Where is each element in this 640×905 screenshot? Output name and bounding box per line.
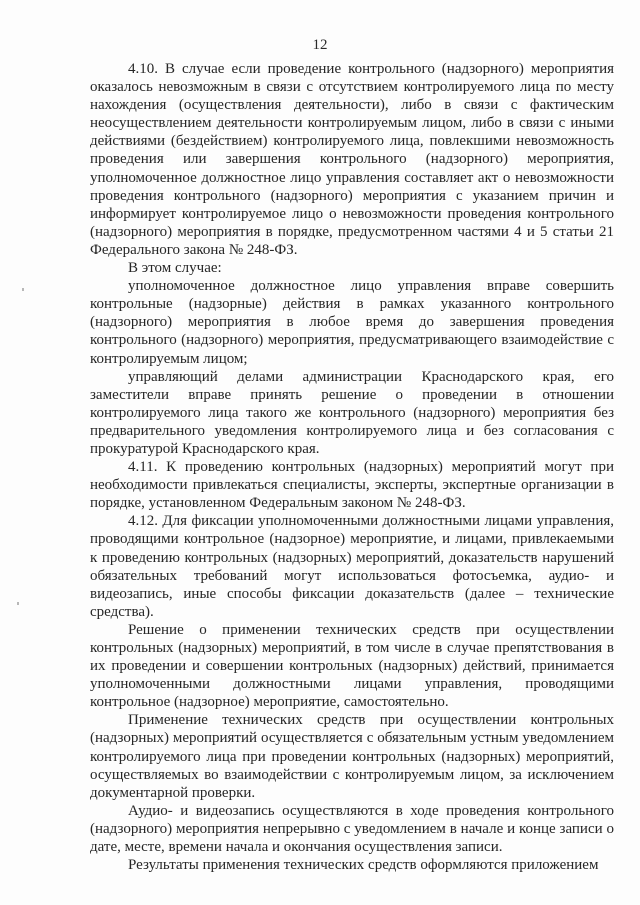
document-body bbox=[90, 60, 614, 874]
paragraph-inspector-rights: уполномоченное должностное лицо управления вправе совершить контрольные (надзорные) действия в рамках указанного контрольного (надзорного) мероприятия в любое время до завершения проведения контрольного (надзорного) мероприятия, предусматривающего взаимодействие с контролируемым лицом; bbox=[90, 278, 614, 367]
paragraph-in-this-case: В этом случае: bbox=[128, 260, 222, 277]
scan-speck bbox=[22, 288, 24, 291]
paragraph-4-10: 4.10. В случае если проведение контрольного (надзорного) мероприятия оказалось невозможным в связи с отсутствием контролируемого лица по месту нахождения (осуществления деятельности), либо в связи с фактическим неосуществлением деятельности контролируемым лицом, либо в связи с иными действиями (бездействием) контролируемого лица, повлекшими невозможность проведения или завершения контрольного (надзорного) мероприятия, уполномоченное должностное лицо управления составляет акт о невозможности проведения контрольного (надзорного) мероприятия с указанием причин и информирует контролируемое лицо о невозможности проведения контрольного (надзорного) мероприятия в порядке, предусмотренном частями 4 и 5 статьи 21 Федерального закона № 248-ФЗ. bbox=[90, 61, 614, 258]
paragraph-technical-means-decision: Решение о применении технических средств при осуществлении контрольных (надзорных) мероприятий, в том числе в случае препятствования в их проведении и совершении контрольных (надзорных) действий, принимается уполномоченными должностными лицами управления, проводящими контрольное (надзорное) мероприятие, самостоятельно. bbox=[90, 621, 614, 711]
paragraph-4-12: 4.12. Для фиксации уполномоченными должностными лицами управления, проводящими контрольное (надзорное) мероприятие, и лицами, привлекаемыми к проведению контрольных (надзорных) мероприятий, доказательств нарушений обязательных требований могут использоваться фотосъемка, аудио- и видеозапись, иные способы фиксации доказательств (далее – технические средства). bbox=[90, 513, 614, 620]
page-number: 12 bbox=[312, 37, 328, 53]
paragraph-technical-means-notice: Применение технических средств при осуществлении контрольных (надзорных) мероприятий осуществляется с обязательным устным уведомлением контролируемого лица при проведении контрольных (надзорных) мероприятий, осуществляемых во взаимодействии с контролируемым лицом, за исключением документарной проверки. bbox=[90, 712, 614, 801]
paragraph-audio-video: Аудио- и видеозапись осуществляются в ходе проведения контрольного (надзорного) мероприятия непрерывно с уведомлением в начале и конце записи о дате, месте, времени начала и окончания осуществления записи. bbox=[90, 802, 614, 856]
scan-speck bbox=[17, 602, 19, 605]
paragraph-manager-rights: управляющий делами администрации Краснодарского края, его заместители вправе принять решение о проведении в отношении контролируемого лица такого же контрольного (надзорного) мероприятия без предварительного уведомления контролируемого лица и без согласования с прокуратурой Краснодарского края. bbox=[90, 368, 614, 457]
paragraph-results: Результаты применения технических средств оформляются приложением bbox=[128, 857, 599, 874]
paragraph-4-11: 4.11. К проведению контрольных (надзорных) мероприятий могут при необходимости привлекаться специалисты, эксперты, экспертные организации в порядке, установленном Федеральным законом № 248-ФЗ. bbox=[90, 459, 614, 512]
